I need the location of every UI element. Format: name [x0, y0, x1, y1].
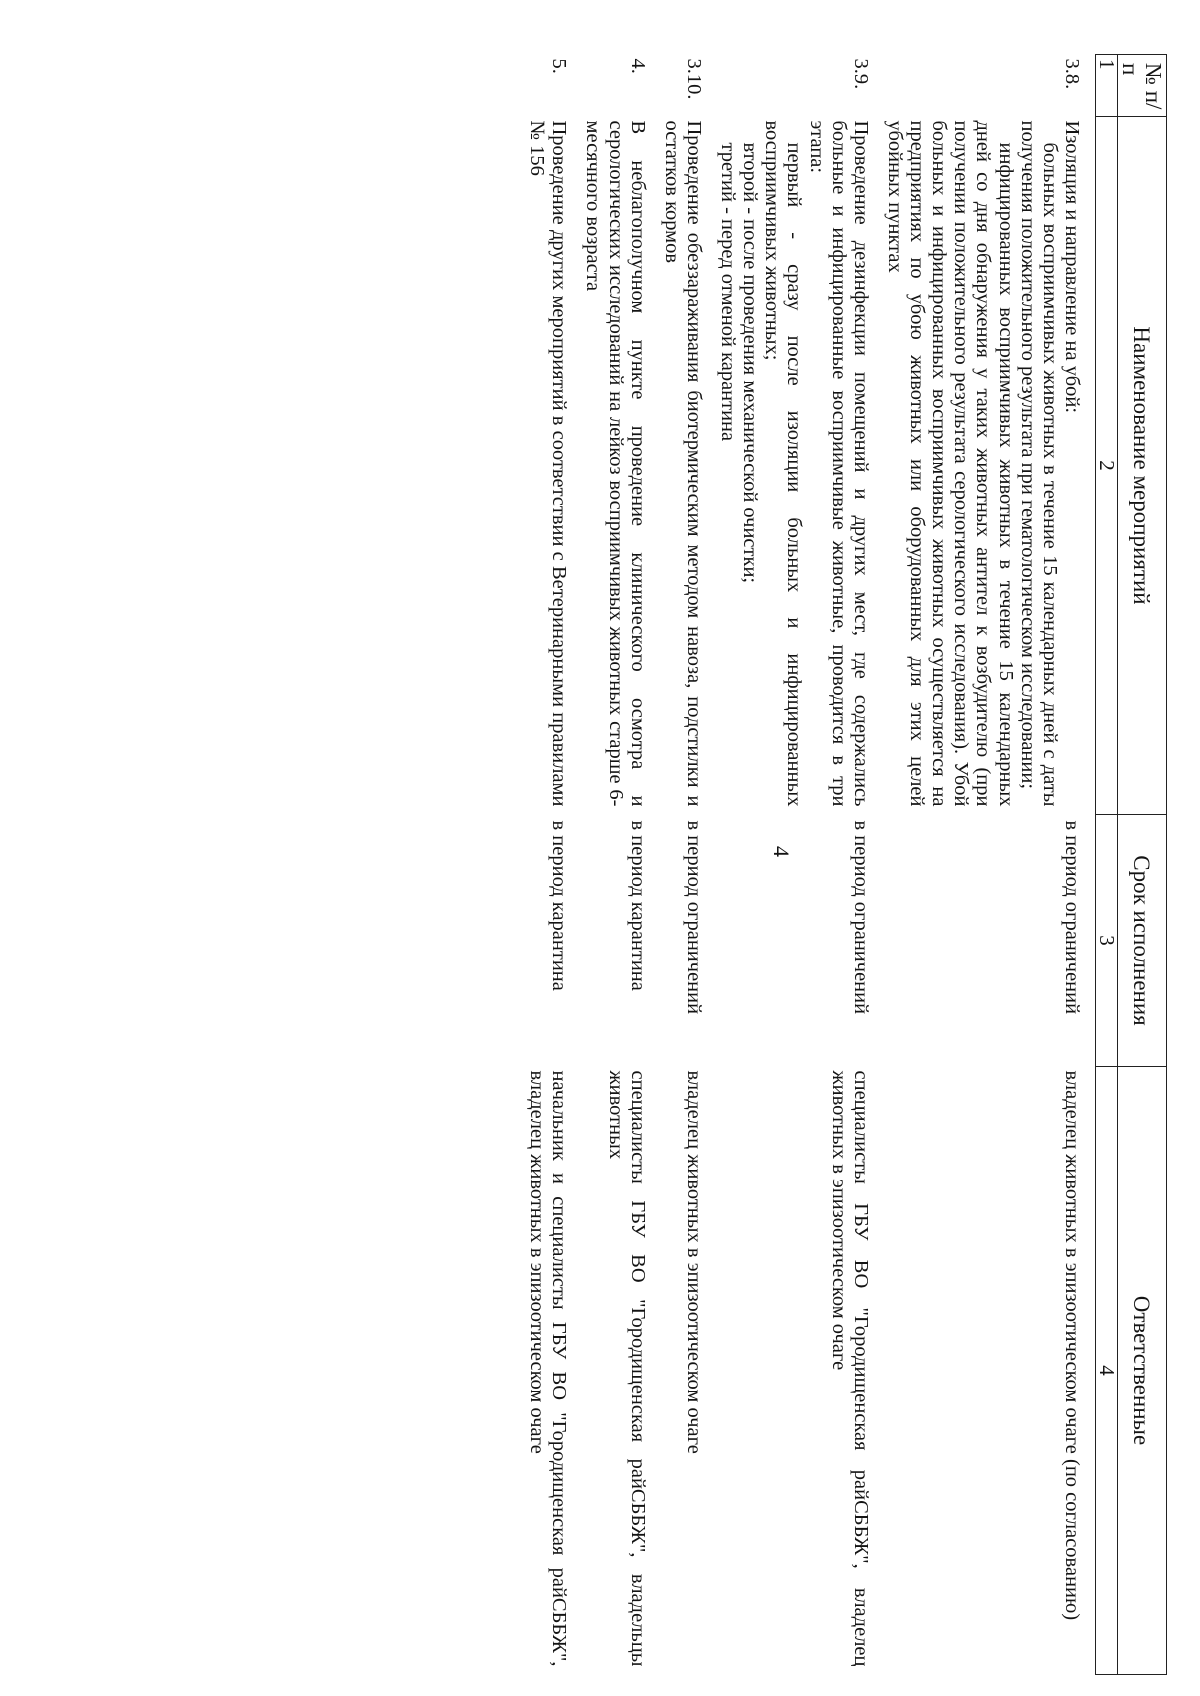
- measure-line: первый - сразу после изоляции больных и инфицированных восприимчивых животных;: [761, 120, 806, 807]
- row-term: в период карантина: [548, 820, 571, 991]
- measures-table: [514, 54, 1167, 1675]
- column-number-3: 3: [1096, 815, 1118, 1067]
- table-header-row: [1118, 55, 1167, 1675]
- row-measure: [570, 117, 648, 815]
- measure-line: Изоляция и направление на убой:: [1061, 120, 1083, 414]
- row-term: в период ограничений: [1061, 820, 1083, 1015]
- table-row: [649, 55, 705, 1675]
- header-term: Срок исполнения: [1118, 815, 1167, 1067]
- measure-line: Проведение других мероприятий в соответствии с Ветеринарными правилами № 156: [526, 120, 571, 807]
- header-measure: Наименование мероприятий: [1118, 117, 1167, 815]
- row-responsible: начальник и специалисты ГБУ ВО "Городищенская райСББЖ", владелец животных в эпизоотическом очаге: [526, 1070, 571, 1667]
- row-responsible: специалисты ГБУ ВО "Городищенская райСББЖ", владельцы животных: [604, 1070, 649, 1667]
- row-measure: [514, 117, 570, 815]
- row-measure: [705, 117, 872, 815]
- row-term: в период карантина: [626, 820, 649, 991]
- table-row: [705, 55, 872, 1675]
- table-row: [514, 55, 570, 1675]
- measure-line: Проведение дезинфекции помещений и других мест, где содержались больные и инфицированные восприимчивые животные, проводится в три этапа:: [805, 120, 872, 807]
- row-responsible: владелец животных в эпизоотическом очаге (по согласованию): [1061, 1070, 1083, 1621]
- header-responsible: Ответственные: [1118, 1067, 1167, 1675]
- measure-line: третий - перед отменой карантина: [717, 142, 740, 442]
- column-number-row: [1096, 55, 1118, 1675]
- row-term: в период ограничений: [683, 820, 705, 1015]
- table-row: [570, 55, 648, 1675]
- row-number: 5.: [548, 58, 571, 74]
- measure-line: инфицированных восприимчивых животных в течение 15 календарных дней со дня обнаружения у таких животных антител к возбудителю (при получении положительного результата серологического исследования). Убой больных и инфицированных восприимчивых животных осуществляется на предприятиях по убою животных или оборудованных для этих целей убойных пунктах: [884, 120, 1017, 807]
- measure-line: Проведение обеззараживания биотермическим методом навоза, подстилки и остатков кормов: [660, 120, 705, 807]
- header-number: № п/п: [1118, 55, 1167, 117]
- row-number: 3.8.: [1061, 58, 1083, 90]
- row-term: в период ограничений: [849, 820, 872, 1015]
- column-number-2: 2: [1096, 117, 1118, 815]
- table-row: [872, 55, 1096, 1675]
- rotated-page: [182, 34, 1182, 1674]
- column-number-1: 1: [1096, 55, 1118, 117]
- page-number: 4: [769, 846, 794, 857]
- measure-line: В неблагополучном пункте проведение клинического осмотра и серологических исследований на лейкоз восприимчивых животных старше 6-месячного возраста: [582, 120, 649, 807]
- row-number: 4.: [626, 58, 649, 74]
- row-responsible: владелец животных в эпизоотическом очаге: [683, 1070, 705, 1454]
- row-number: 3.9.: [849, 58, 872, 90]
- column-number-4: 4: [1096, 1067, 1118, 1675]
- measure-line: второй - после проведения механической очистки;: [739, 142, 762, 584]
- row-number: 3.10.: [683, 58, 705, 100]
- measure-line: больных восприимчивых животных в течение 15 календарных дней с даты получения положительного результата при гематологическом исследовании;: [1016, 120, 1061, 807]
- row-measure: [649, 117, 705, 815]
- row-responsible: специалисты ГБУ ВО "Городищенская райСББЖ", владелец животных в эпизоотическом очаге: [827, 1070, 872, 1667]
- row-measure: [872, 117, 1096, 815]
